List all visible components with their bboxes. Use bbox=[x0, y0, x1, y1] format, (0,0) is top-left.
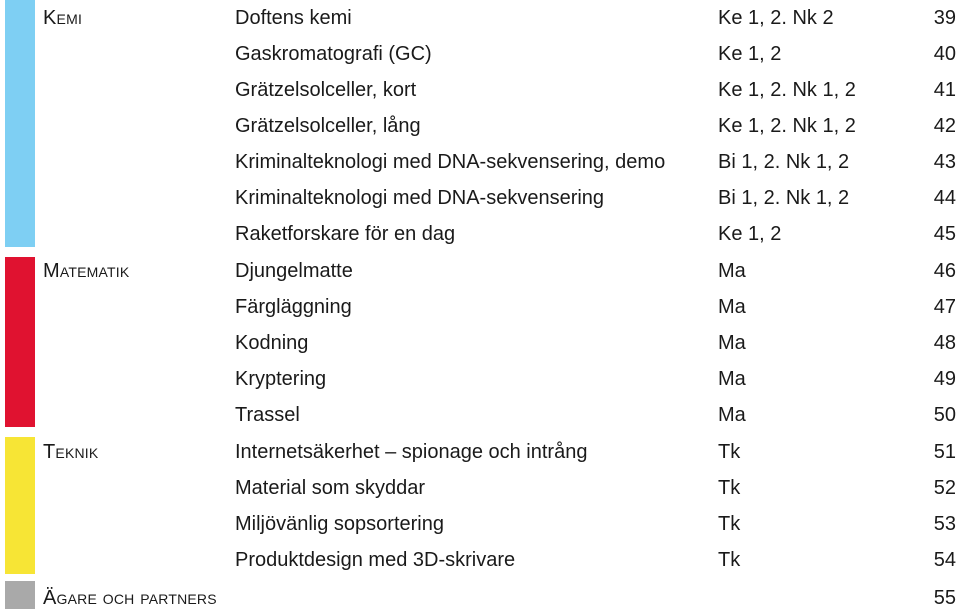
entry-course: Ma bbox=[718, 332, 746, 354]
entry-page: 40 bbox=[933, 43, 956, 65]
entry-title: Grätzelsolceller, lång bbox=[235, 115, 421, 137]
entry-title: Miljövänlig sopsortering bbox=[235, 513, 444, 535]
entry-title: Trassel bbox=[235, 404, 300, 426]
toc-row[interactable] bbox=[0, 108, 960, 144]
entry-title: Produktdesign med 3D-skrivare bbox=[235, 549, 516, 571]
toc-row[interactable] bbox=[0, 180, 960, 216]
toc-row[interactable] bbox=[0, 542, 960, 578]
entry-page: 47 bbox=[933, 296, 956, 318]
entry-page: 41 bbox=[933, 79, 956, 101]
entry-course: Bi 1, 2. Nk 1, 2 bbox=[718, 151, 850, 173]
entry-page: 45 bbox=[933, 223, 956, 245]
entry-page: 44 bbox=[933, 187, 956, 209]
toc-row[interactable] bbox=[0, 216, 960, 252]
entry-title: Kodning bbox=[235, 332, 309, 354]
entry-course: Ke 1, 2 bbox=[718, 43, 782, 65]
entry-course: Ma bbox=[718, 404, 746, 426]
entry-course: Tk bbox=[718, 477, 741, 499]
entry-title: Kryptering bbox=[235, 368, 327, 390]
toc-row[interactable] bbox=[0, 325, 960, 361]
section-title: Ägare och partners bbox=[43, 587, 217, 609]
entry-title: Kriminalteknologi med DNA-sekvensering bbox=[235, 187, 605, 209]
entry-course: Ma bbox=[718, 296, 746, 318]
entry-page: 49 bbox=[933, 368, 956, 390]
entry-course: Ke 1, 2 bbox=[718, 223, 782, 245]
toc-row[interactable] bbox=[0, 361, 960, 397]
entry-course: Ke 1, 2. Nk 2 bbox=[718, 7, 834, 29]
entry-page: 55 bbox=[933, 587, 956, 609]
entry-course: Ke 1, 2. Nk 1, 2 bbox=[718, 115, 856, 137]
entry-page: 51 bbox=[933, 441, 956, 463]
toc-row[interactable] bbox=[0, 580, 960, 611]
toc-row[interactable] bbox=[0, 470, 960, 506]
entry-course: Tk bbox=[718, 513, 741, 535]
toc-row[interactable] bbox=[0, 36, 960, 72]
toc-row[interactable] bbox=[0, 144, 960, 180]
entry-page: 50 bbox=[933, 404, 956, 426]
entry-title: Doftens kemi bbox=[235, 7, 352, 29]
entry-title: Gaskromatografi (GC) bbox=[235, 43, 432, 65]
entry-title: Grätzelsolceller, kort bbox=[235, 79, 417, 101]
toc-row[interactable] bbox=[0, 253, 960, 289]
entry-title: Material som skyddar bbox=[235, 477, 426, 499]
entry-page: 53 bbox=[933, 513, 956, 535]
entry-page: 46 bbox=[933, 260, 956, 282]
entry-course: Ma bbox=[718, 260, 746, 282]
entry-course: Tk bbox=[718, 441, 741, 463]
toc-row[interactable] bbox=[0, 434, 960, 470]
entry-page: 48 bbox=[933, 332, 956, 354]
entry-course: Ma bbox=[718, 368, 746, 390]
section-title: Matematik bbox=[43, 260, 130, 282]
section-title: Teknik bbox=[43, 441, 99, 463]
entry-course: Bi 1, 2. Nk 1, 2 bbox=[718, 187, 850, 209]
entry-page: 54 bbox=[933, 549, 956, 571]
entry-page: 42 bbox=[933, 115, 956, 137]
toc-row[interactable] bbox=[0, 397, 960, 433]
entry-page: 43 bbox=[933, 151, 956, 173]
entry-page: 39 bbox=[933, 7, 956, 29]
toc-row[interactable] bbox=[0, 289, 960, 325]
entry-course: Ke 1, 2. Nk 1, 2 bbox=[718, 79, 856, 101]
toc-row[interactable] bbox=[0, 72, 960, 108]
toc-row[interactable] bbox=[0, 0, 960, 36]
entry-course: Tk bbox=[718, 549, 741, 571]
entry-title: Kriminalteknologi med DNA-sekvensering, demo bbox=[235, 151, 666, 173]
entry-title: Raketforskare för en dag bbox=[235, 223, 456, 245]
toc-row[interactable] bbox=[0, 506, 960, 542]
entry-title: Djungelmatte bbox=[235, 260, 353, 282]
entry-title: Färgläggning bbox=[235, 296, 352, 318]
section-title: Kemi bbox=[43, 7, 83, 29]
entry-title: Internetsäkerhet – spionage och intrång bbox=[235, 441, 588, 463]
entry-page: 52 bbox=[933, 477, 956, 499]
